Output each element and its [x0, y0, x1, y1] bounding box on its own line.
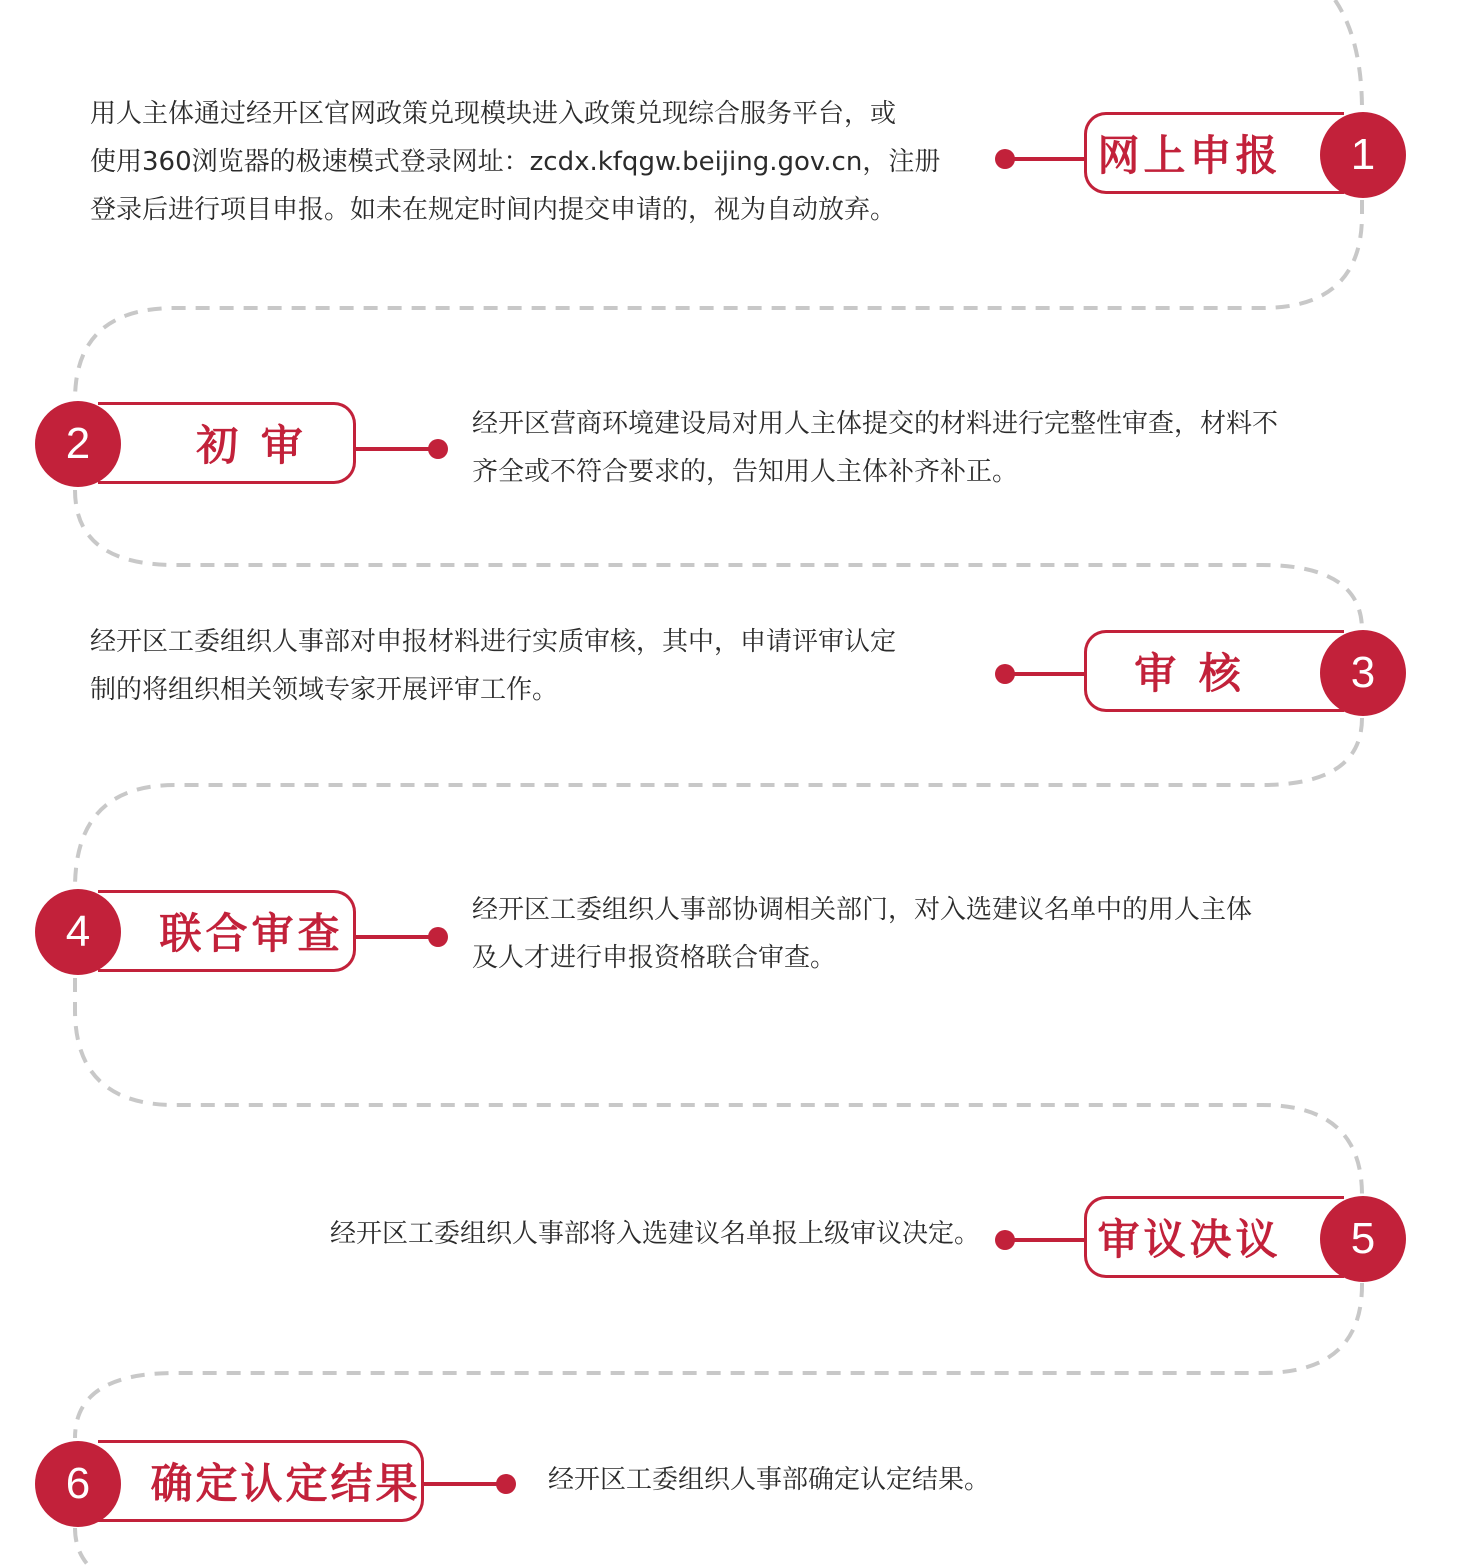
step-3-line: 经开区工委组织人事部对申报材料进行实质审核，其中，申请评审认定: [90, 627, 897, 657]
step-3-title: 审 核: [1084, 630, 1344, 712]
step-6-line: 经开区工委组织人事部确定认定结果。: [548, 1465, 991, 1495]
step-6-title: 确定认定结果: [98, 1440, 424, 1522]
connector-dot: [496, 1474, 516, 1494]
step-2-number-badge: 2: [35, 401, 121, 487]
step-3-line: 制的将组织相关领域专家开展评审工作。: [90, 675, 559, 705]
step-2-description: [472, 400, 1372, 496]
step-1-description: [90, 90, 1000, 234]
step-1-line: 登录后进行项目申报。如未在规定时间内提交申请的，视为自动放弃。: [90, 195, 897, 225]
step-6-number-badge: 6: [35, 1441, 121, 1527]
step-2-line: 经开区营商环境建设局对用人主体提交的材料进行完整性审查，材料不: [472, 409, 1279, 439]
step-4-line: 及人才进行申报资格联合审查。: [472, 943, 837, 973]
step-4-description: [472, 886, 1372, 982]
connector-dot: [428, 439, 448, 459]
connector-line: [1005, 157, 1087, 161]
connector-line: [1005, 1238, 1087, 1242]
step-5-title: 审议决议: [1084, 1196, 1344, 1278]
step-1-line: 使用360浏览器的极速模式登录网址：zcdx.kfqgw.beijing.gov.cn，注册: [90, 147, 941, 177]
step-1-title: 网上申报: [1084, 112, 1344, 194]
step-1-number-badge: 1: [1320, 112, 1406, 198]
step-1-line: 用人主体通过经开区官网政策兑现模块进入政策兑现综合服务平台，或: [90, 99, 897, 129]
step-6-description: [548, 1456, 1348, 1504]
step-3-description: [90, 618, 990, 714]
step-2-line: 齐全或不符合要求的，告知用人主体补齐补正。: [472, 457, 1019, 487]
connector-dot: [428, 927, 448, 947]
step-4-number-badge: 4: [35, 889, 121, 975]
step-5-line: 经开区工委组织人事部将入选建议名单报上级审议决定。: [329, 1219, 980, 1249]
connector-line: [1005, 672, 1087, 676]
step-5-number-badge: 5: [1320, 1196, 1406, 1282]
step-4-title: 联合审查: [98, 890, 356, 972]
step-4-line: 经开区工委组织人事部协调相关部门，对入选建议名单中的用人主体: [472, 895, 1253, 925]
step-5-description: [200, 1210, 980, 1258]
step-2-title: 初 审: [98, 402, 356, 484]
step-3-number-badge: 3: [1320, 630, 1406, 716]
